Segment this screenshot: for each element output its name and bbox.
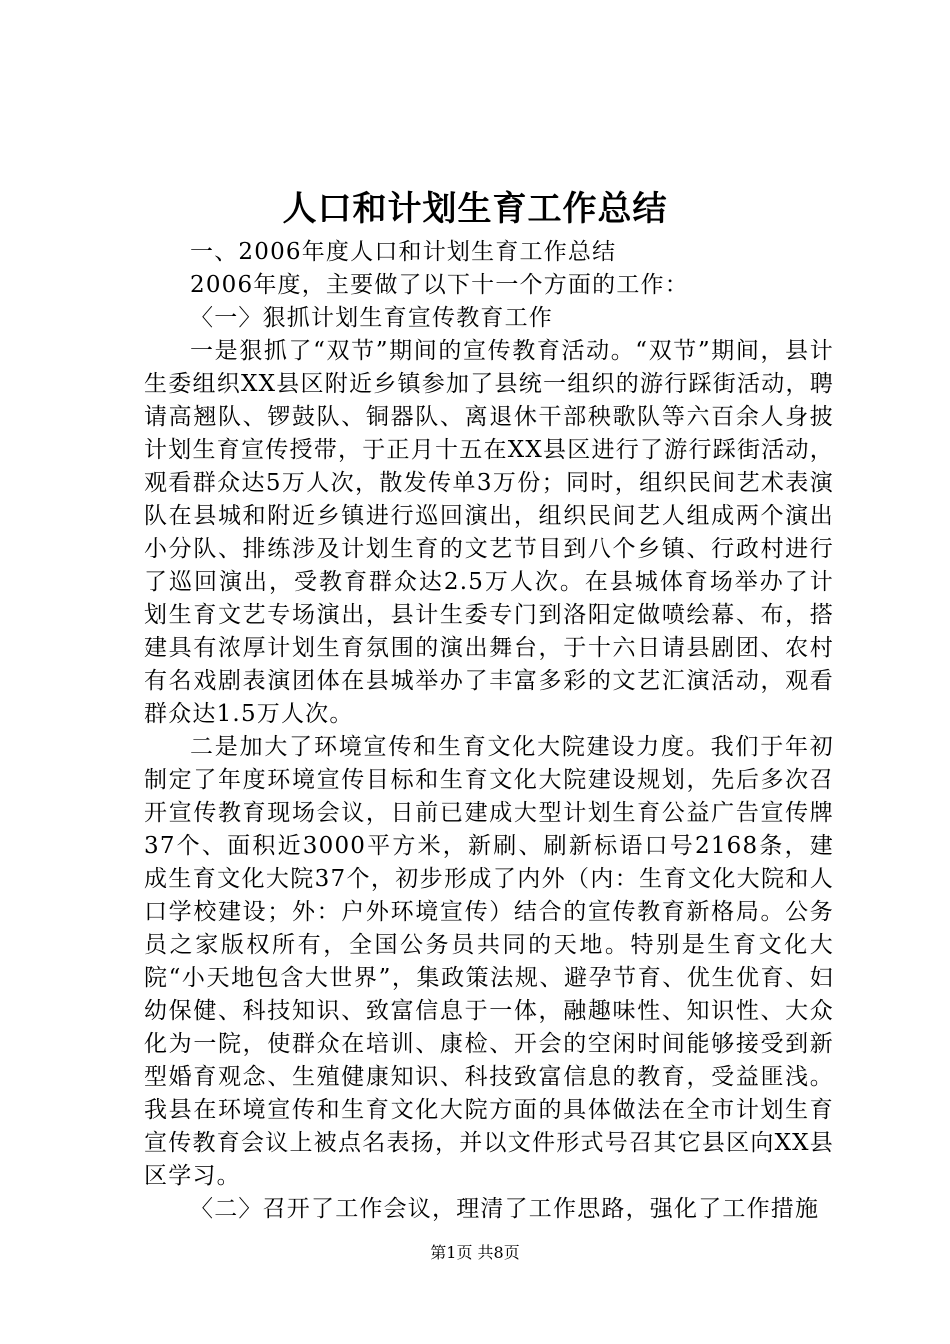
document-body bbox=[144, 236, 834, 1226]
subsection-heading-2: 〈二〉召开了工作会议，理清了工作思路，强化了工作措施 bbox=[190, 1196, 820, 1222]
body-paragraph-2: 二是加大了环境宣传和生育文化大院建设力度。我们于年初制定了年度环境宣传目标和生育文化大院建设规划，先后多次召开宣传教育现场会议，日前已建成大型计划生育公益广告宣传牌37个、面积近3000平方米，新刷、刷新标语口号2168条，建成生育文化大院37个，初步形成了内外（内：生育文化大院和人口学校建设；外：户外环境宣传）结合的宣传教育新格局。公务员之家版权所有，全国公务员共同的天地。特别是生育文化大院“小天地包含大世界”，集政策法规、避孕节育、优生优育、妇幼保健、科技知识、致富信息于一体，融趣味性、知识性、大众化为一院，使群众在培训、康检、开会的空闲时间能够接受到新型婚育观念、生殖健康知识、科技致富信息的教育，受益匪浅。我县在环境宣传和生育文化大院方面的具体做法在全市计划生育宣传教育会议上被点名表扬，并以文件形式号召其它县区向XX县区学习。 bbox=[144, 734, 834, 1189]
intro-paragraph: 2006年度，主要做了以下十一个方面的工作： bbox=[190, 272, 689, 298]
document-title: 人口和计划生育工作总结 bbox=[282, 189, 668, 229]
subsection-heading-1: 〈一〉狠抓计划生育宣传教育工作 bbox=[190, 305, 553, 331]
section-heading-summary: 一、2006年度人口和计划生育工作总结 bbox=[190, 239, 617, 265]
body-paragraph-1: 一是狠抓了“双节”期间的宣传教育活动。“双节”期间，县计生委组织XX县区附近乡镇参加了县统一组织的游行踩街活动，聘请高翘队、锣鼓队、铜器队、离退休干部秧歌队等六百余人身披计划生育宣传授带，于正月十五在XX县区进行了游行踩街活动，观看群众达5万人次，散发传单3万份；同时，组织民间艺术表演队在县城和附近乡镇进行巡回演出，组织民间艺人组成两个演出小分队、排练涉及计划生育的文艺节目到八个乡镇、行政村进行了巡回演出，受教育群众达2.5万人次。在县城体育场举办了计划生育文艺专场演出，县计生委专门到洛阳定做喷绘幕、布，搭建具有浓厚计划生育氛围的演出舞台，于十六日请县剧团、农村有名戏剧表演团体在县城举办了丰富多彩的文艺汇演活动，观看群众达1.5万人次。 bbox=[144, 338, 834, 727]
page-number-footer: 第1页 共8页 bbox=[430, 1243, 520, 1262]
